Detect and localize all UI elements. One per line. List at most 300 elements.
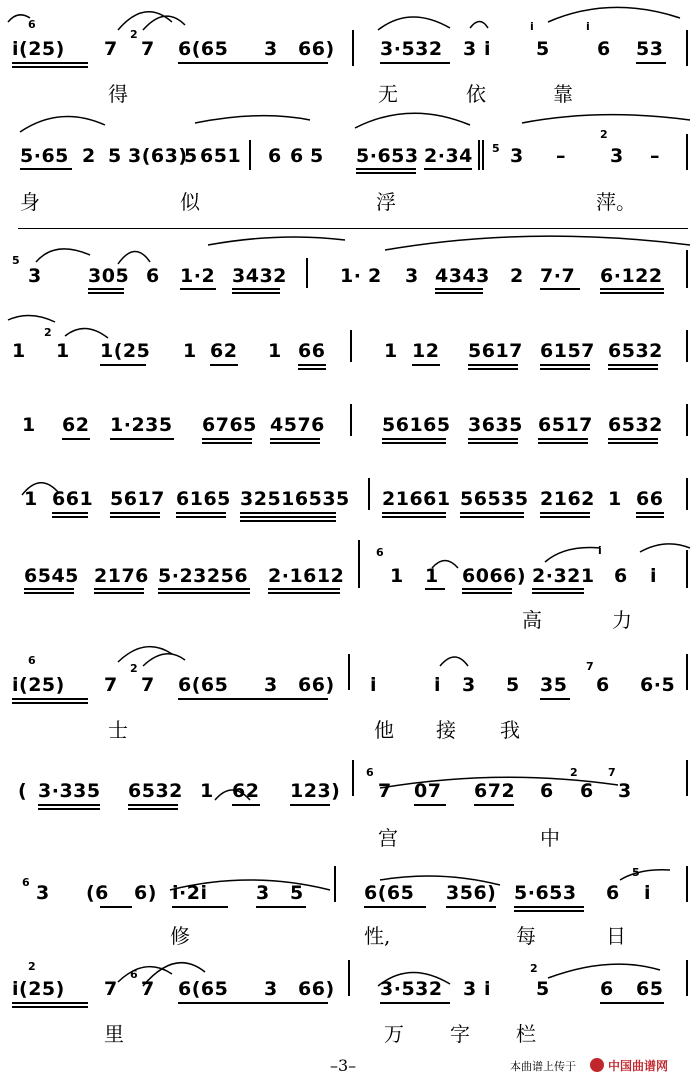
grace-mark: 2 xyxy=(570,766,578,779)
barline xyxy=(350,330,352,362)
note: 5 xyxy=(290,882,304,904)
note: 6532 xyxy=(608,340,663,362)
lyric: 中 xyxy=(540,826,560,850)
underline xyxy=(12,702,88,704)
note: 1·235 xyxy=(110,414,173,436)
note: 66 xyxy=(298,340,326,362)
grace-mark: i xyxy=(598,544,602,557)
underline xyxy=(468,438,518,440)
underline xyxy=(600,288,664,290)
note: 3 xyxy=(264,674,278,696)
underline xyxy=(382,516,446,518)
underline xyxy=(110,438,174,440)
note: 6765 xyxy=(202,414,257,436)
underline xyxy=(468,442,518,444)
underline xyxy=(608,364,658,366)
underline xyxy=(636,512,664,514)
lyric: 每 xyxy=(516,924,536,948)
underline xyxy=(608,368,658,370)
note: 6·5 xyxy=(640,674,676,696)
barline xyxy=(686,550,688,588)
barline xyxy=(686,250,688,288)
note: 1 xyxy=(22,414,36,436)
logo-text: 中国曲谱网 xyxy=(608,1059,669,1073)
note: 651 xyxy=(200,145,242,167)
lyric: 浮 xyxy=(376,190,396,214)
note: 7 xyxy=(104,978,118,1000)
underline xyxy=(414,804,446,806)
underline xyxy=(100,364,146,366)
note: 3 xyxy=(264,978,278,1000)
note: 32516535 xyxy=(240,488,350,510)
grace-mark: 5 xyxy=(632,866,640,879)
underline xyxy=(380,1002,450,1004)
note: 6 xyxy=(606,882,620,904)
barline xyxy=(348,654,350,690)
note: 5·653 xyxy=(514,882,577,904)
barline xyxy=(352,30,354,66)
note: 1 xyxy=(268,340,282,362)
underline xyxy=(12,698,88,700)
note: 66) xyxy=(298,978,335,1000)
note: 6 xyxy=(614,565,628,587)
note: i(25) xyxy=(12,674,65,696)
barline xyxy=(306,258,308,288)
underline xyxy=(538,442,588,444)
note: 356) xyxy=(446,882,497,904)
lyric: 高 xyxy=(522,608,542,632)
underline xyxy=(268,592,340,594)
grace-mark: 2 xyxy=(600,128,608,141)
lyric: 日 xyxy=(606,924,626,948)
note: 4576 xyxy=(270,414,325,436)
underline xyxy=(12,1006,88,1008)
note: 2 xyxy=(510,265,524,287)
underline xyxy=(424,168,472,170)
note: i xyxy=(644,882,652,904)
note: 6 xyxy=(146,265,160,287)
underline xyxy=(202,442,252,444)
underline xyxy=(158,588,250,590)
underline xyxy=(12,66,88,68)
lyric: 依 xyxy=(466,82,486,106)
note: 62 xyxy=(62,414,90,436)
note: i xyxy=(484,978,492,1000)
note: 7 xyxy=(104,38,118,60)
note: 6165 xyxy=(176,488,231,510)
upload-text: 本曲谱上传于 xyxy=(510,1060,576,1073)
note: 66) xyxy=(298,38,335,60)
grace-mark: 2 xyxy=(28,960,36,973)
note: 6) xyxy=(134,882,157,904)
lyric: 他 xyxy=(374,718,394,742)
underline xyxy=(380,62,450,64)
note: 6157 xyxy=(540,340,595,362)
barline xyxy=(249,140,251,170)
grace-mark: 5 xyxy=(12,254,20,267)
note: 62 xyxy=(210,340,238,362)
note: 305 xyxy=(88,265,130,287)
grace-mark: i xyxy=(586,20,590,33)
underline xyxy=(62,438,90,440)
underline xyxy=(12,1002,88,1004)
underline xyxy=(608,438,658,440)
note: i xyxy=(484,38,492,60)
note: 1 xyxy=(200,780,214,802)
note: 2162 xyxy=(540,488,595,510)
note: 6532 xyxy=(128,780,183,802)
note: 6 xyxy=(268,145,282,167)
note: 21661 xyxy=(382,488,451,510)
underline xyxy=(176,512,226,514)
underline xyxy=(94,592,144,594)
underline xyxy=(110,516,160,518)
note: 5617 xyxy=(468,340,523,362)
note: 7 xyxy=(141,674,155,696)
note: 6545 xyxy=(24,565,79,587)
lyric: 宫 xyxy=(378,826,398,850)
note: 2 xyxy=(82,145,96,167)
grace-mark: 7 xyxy=(608,766,616,779)
note: 661 xyxy=(52,488,94,510)
note: 56165 xyxy=(382,414,451,436)
underline xyxy=(636,62,666,64)
note: 3 xyxy=(510,145,524,167)
underline xyxy=(538,438,588,440)
lyric: 力 xyxy=(612,608,632,632)
note: 3 xyxy=(463,978,477,1000)
note: 1 xyxy=(56,340,70,362)
underline xyxy=(240,512,336,514)
underline xyxy=(540,512,590,514)
underline xyxy=(382,442,446,444)
note: 6 xyxy=(540,780,554,802)
underline xyxy=(636,516,664,518)
logo-icon xyxy=(590,1058,604,1072)
note: 1 xyxy=(608,488,622,510)
lyric: 我 xyxy=(500,718,520,742)
note: 6(65 xyxy=(178,978,229,1000)
underline xyxy=(364,906,426,908)
lyric: 里 xyxy=(104,1022,124,1046)
barline xyxy=(358,540,360,588)
underline xyxy=(540,368,590,370)
note: i xyxy=(434,674,442,696)
barline xyxy=(350,404,352,436)
grace-mark: 6 xyxy=(28,18,36,31)
lyric: 士 xyxy=(108,718,128,742)
note: 7 xyxy=(378,780,392,802)
note: 6 xyxy=(597,38,611,60)
underline xyxy=(600,1002,664,1004)
underline xyxy=(128,804,178,806)
note: 3635 xyxy=(468,414,523,436)
underline xyxy=(460,516,524,518)
underline xyxy=(468,364,518,366)
note: 1 xyxy=(183,340,197,362)
note: 3 xyxy=(264,38,278,60)
note: 1 xyxy=(24,488,38,510)
note: 123) xyxy=(290,780,341,802)
barline xyxy=(686,330,688,362)
note: 66 xyxy=(636,488,664,510)
note: 1 xyxy=(12,340,26,362)
note: 7 xyxy=(104,674,118,696)
underline xyxy=(540,364,590,366)
barline xyxy=(352,760,354,796)
grace-mark: 2 xyxy=(530,962,538,975)
note: 5 xyxy=(506,674,520,696)
note: 65 xyxy=(636,978,664,1000)
barline xyxy=(686,960,688,996)
underline xyxy=(462,588,512,590)
note: 3 xyxy=(618,780,632,802)
note: 6 xyxy=(600,978,614,1000)
underline xyxy=(210,364,238,366)
underline xyxy=(460,512,524,514)
note: 2·1612 xyxy=(268,565,345,587)
note: 5·23256 xyxy=(158,565,249,587)
barline xyxy=(368,478,370,510)
underline xyxy=(290,804,330,806)
note: 3 xyxy=(36,882,50,904)
note: 07 xyxy=(414,780,442,802)
note: 672 xyxy=(474,780,516,802)
underline xyxy=(172,906,228,908)
note: 3 xyxy=(610,145,624,167)
underline xyxy=(110,512,160,514)
underline xyxy=(158,592,250,594)
note: (6 xyxy=(86,882,109,904)
note: 6(65 xyxy=(178,674,229,696)
barline xyxy=(686,478,688,510)
note: 5617 xyxy=(110,488,165,510)
lyric: 得 xyxy=(108,82,128,106)
lyric: 似 xyxy=(180,190,200,214)
note: – xyxy=(556,145,566,167)
note: 35 xyxy=(540,674,568,696)
underline xyxy=(540,516,590,518)
note: 5 xyxy=(108,145,122,167)
note: 2 xyxy=(368,265,382,287)
note: 2176 xyxy=(94,565,149,587)
underline xyxy=(514,906,584,908)
underline xyxy=(202,438,252,440)
underline xyxy=(270,438,320,440)
note: 5·65 xyxy=(20,145,69,167)
lyric: 性, xyxy=(364,924,391,948)
note: 6·122 xyxy=(600,265,663,287)
note: 6 xyxy=(580,780,594,802)
note: 3·532 xyxy=(380,978,443,1000)
underline xyxy=(178,698,328,700)
note: 5 xyxy=(184,145,198,167)
note: 66) xyxy=(298,674,335,696)
grace-mark: 6 xyxy=(28,654,36,667)
note: 3·335 xyxy=(38,780,101,802)
underline xyxy=(356,172,416,174)
note: 1 xyxy=(384,340,398,362)
note: 62 xyxy=(232,780,260,802)
note: 6532 xyxy=(608,414,663,436)
underline xyxy=(382,438,446,440)
underline xyxy=(608,442,658,444)
underline xyxy=(446,906,496,908)
note: – xyxy=(650,145,660,167)
underline xyxy=(532,592,584,594)
barline-double xyxy=(478,140,480,170)
underline xyxy=(20,168,72,170)
note: 2·321 xyxy=(532,565,595,587)
underline xyxy=(176,516,226,518)
lyric: 靠 xyxy=(553,82,573,106)
underline xyxy=(298,364,326,366)
barline-double xyxy=(482,140,484,170)
note: 1 xyxy=(390,565,404,587)
underline xyxy=(468,368,518,370)
note: i(25) xyxy=(12,38,65,60)
underline xyxy=(38,804,100,806)
underline xyxy=(540,288,580,290)
underline xyxy=(412,364,440,366)
note: 6(65 xyxy=(364,882,415,904)
note: 56535 xyxy=(460,488,529,510)
underline xyxy=(24,588,74,590)
underline xyxy=(94,588,144,590)
underline xyxy=(52,512,88,514)
note: 7 xyxy=(141,978,155,1000)
underline xyxy=(240,516,336,518)
underline xyxy=(356,168,416,170)
note: 2·34 xyxy=(424,145,473,167)
lyric: 栏 xyxy=(516,1022,536,1046)
note: 5·653 xyxy=(356,145,419,167)
underline xyxy=(425,588,445,590)
underline xyxy=(256,906,306,908)
note: 12 xyxy=(412,340,440,362)
grace-mark: 2 xyxy=(130,662,138,675)
section-divider xyxy=(18,228,688,229)
underline xyxy=(435,292,483,294)
note: 3 xyxy=(28,265,42,287)
lyric: 身 xyxy=(20,190,40,214)
lyric: 字 xyxy=(450,1022,470,1046)
underline xyxy=(382,512,446,514)
note: i xyxy=(650,565,658,587)
underline xyxy=(232,288,280,290)
grace-mark: 6 xyxy=(366,766,374,779)
note: 3 xyxy=(462,674,476,696)
note: 1·2 xyxy=(180,265,216,287)
grace-mark: 6 xyxy=(130,968,138,981)
underline xyxy=(12,62,88,64)
note: 6(65 xyxy=(178,38,229,60)
underline xyxy=(600,292,664,294)
underline xyxy=(270,442,320,444)
grace-mark: 2 xyxy=(44,326,52,339)
grace-mark: i xyxy=(530,20,534,33)
underline xyxy=(474,804,514,806)
underline xyxy=(232,804,260,806)
barline xyxy=(686,866,688,902)
grace-mark: 6 xyxy=(376,546,384,559)
note: 3 xyxy=(405,265,419,287)
underline xyxy=(540,698,570,700)
note: 5 xyxy=(536,978,550,1000)
underline xyxy=(532,588,584,590)
underline xyxy=(88,292,124,294)
note: 3 xyxy=(256,882,270,904)
note: 6066) xyxy=(462,565,527,587)
note: i xyxy=(370,674,378,696)
note: 1(25 xyxy=(100,340,151,362)
underline xyxy=(435,288,483,290)
barline xyxy=(686,654,688,690)
note: 3·532 xyxy=(380,38,443,60)
site-logo xyxy=(590,1056,698,1074)
barline xyxy=(334,866,336,902)
underline xyxy=(462,592,512,594)
underline xyxy=(298,368,326,370)
lyric: 无 xyxy=(378,82,398,106)
note: 3 xyxy=(463,38,477,60)
lyric: 接 xyxy=(436,718,456,742)
note: 6 xyxy=(290,145,304,167)
note: 6 xyxy=(596,674,610,696)
note: i(25) xyxy=(12,978,65,1000)
underline xyxy=(232,292,280,294)
note: ( xyxy=(18,780,28,802)
barline xyxy=(686,760,688,796)
underline xyxy=(178,1002,328,1004)
note: 53 xyxy=(636,38,664,60)
grace-mark: 6 xyxy=(22,876,30,889)
underline xyxy=(38,808,100,810)
barline xyxy=(686,134,688,170)
underline xyxy=(100,906,132,908)
lyric: 萍。 xyxy=(596,190,636,214)
underline xyxy=(88,288,124,290)
lyric: 修 xyxy=(170,924,190,948)
underline xyxy=(52,516,88,518)
note: 7 xyxy=(141,38,155,60)
grace-mark: 5 xyxy=(492,142,500,155)
grace-mark: 2 xyxy=(130,28,138,41)
underline xyxy=(240,520,336,522)
page-number: –3– xyxy=(330,1056,357,1075)
grace-mark: 7 xyxy=(586,660,594,673)
note: 7·7 xyxy=(540,265,576,287)
note: 1 xyxy=(425,565,439,587)
note: 1· xyxy=(340,265,362,287)
note: 5 xyxy=(310,145,324,167)
underline xyxy=(128,808,178,810)
underline xyxy=(180,288,216,290)
barline xyxy=(686,404,688,436)
barline xyxy=(686,30,688,66)
underline xyxy=(24,592,74,594)
note: 4343 xyxy=(435,265,490,287)
note: 6517 xyxy=(538,414,593,436)
underline xyxy=(268,588,340,590)
barline xyxy=(348,960,350,996)
note: 3(63) xyxy=(128,145,188,167)
lyric: 万 xyxy=(384,1022,404,1046)
underline xyxy=(178,62,328,64)
underline xyxy=(514,910,584,912)
note: 5 xyxy=(536,38,550,60)
note: i·2i xyxy=(172,882,208,904)
